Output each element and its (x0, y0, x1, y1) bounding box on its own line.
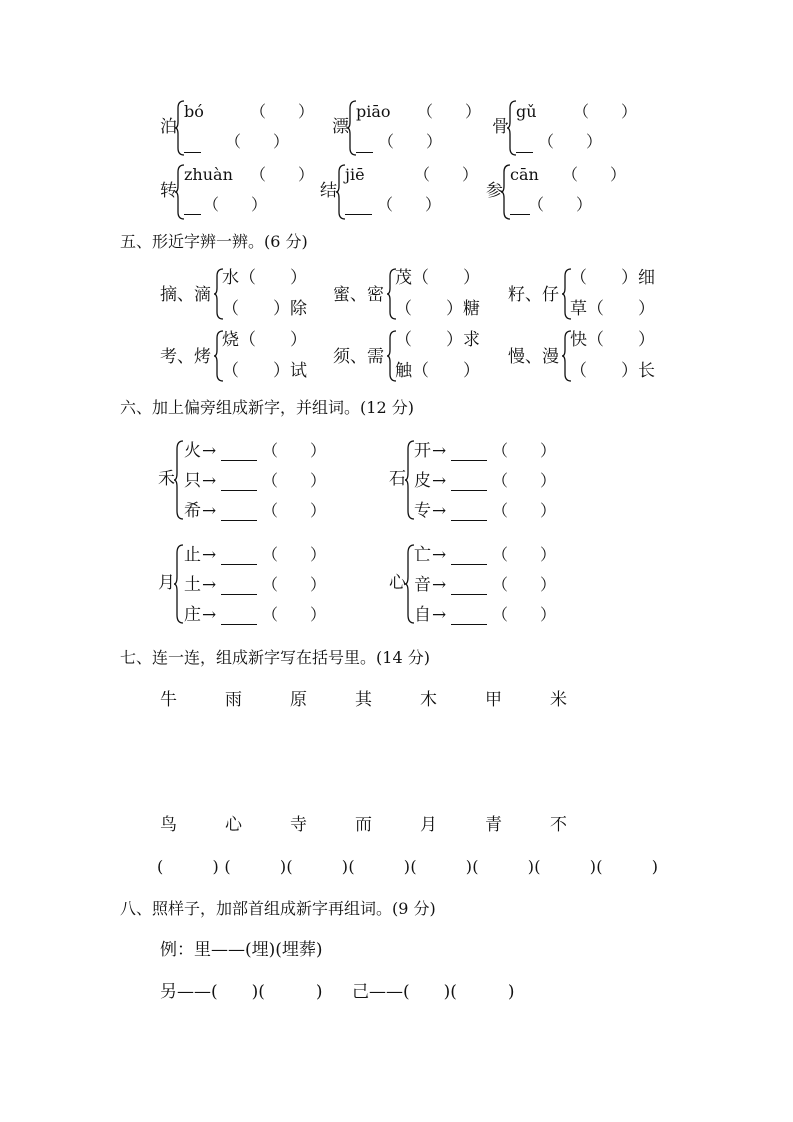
paren-blank[interactable]: （ ） (225, 132, 290, 151)
word-paren[interactable]: （ ） (262, 471, 327, 490)
new-char-blank[interactable] (451, 460, 487, 461)
pinyin-label: piāo (356, 102, 391, 121)
word-paren[interactable]: （ ） (492, 605, 557, 624)
answer-line[interactable] (356, 152, 373, 153)
group-char: 骨 (492, 117, 509, 137)
paren-blank[interactable]: （ ） (414, 165, 479, 184)
arrow-icon: → (202, 501, 217, 521)
word-paren[interactable]: （ ） (492, 575, 557, 594)
new-char-blank[interactable] (221, 594, 257, 595)
word-paren[interactable]: （ ） (492, 501, 557, 520)
pinyin-label: cān (510, 165, 539, 184)
bottom-char[interactable]: 心 (225, 815, 242, 835)
radical-char: 音 (414, 575, 431, 595)
word-paren[interactable]: （ ） (492, 441, 557, 460)
radical-char: 庄 (184, 605, 201, 625)
root-char: 心 (389, 573, 406, 593)
word-paren[interactable]: （ ） (492, 545, 557, 564)
exercise-item[interactable]: 另——( )( ) (160, 982, 323, 1002)
section-title: 八、照样子，加部首组成新字再组词。 (120, 899, 393, 918)
new-char-blank[interactable] (221, 564, 257, 565)
arrow-icon: → (432, 575, 447, 595)
group-char: 参 (486, 181, 503, 201)
new-char-blank[interactable] (451, 624, 487, 625)
word-blank-bottom[interactable]: （ ）试 (222, 361, 307, 381)
section-title: 七、连一连，组成新字写在括号里。 (120, 648, 377, 667)
word-blank-top[interactable]: （ ）细 (570, 268, 655, 288)
word-blank-bottom[interactable]: （ ）长 (570, 361, 655, 381)
word-blank-bottom[interactable]: 触（ ） (395, 361, 480, 381)
paren-blank[interactable]: （ ） (378, 132, 443, 151)
arrow-icon: → (202, 575, 217, 595)
word-blank-top[interactable]: 茂（ ） (395, 268, 480, 288)
bottom-char[interactable]: 而 (355, 815, 372, 835)
char-pair: 摘、滴 (160, 285, 211, 305)
paren-blank[interactable]: （ ） (538, 132, 603, 151)
top-char[interactable]: 其 (355, 690, 372, 710)
answer-line[interactable] (510, 214, 530, 215)
arrow-icon: → (202, 605, 217, 625)
root-char: 月 (158, 573, 175, 593)
bottom-char[interactable]: 不 (550, 815, 567, 835)
char-pair: 须、需 (333, 347, 384, 367)
radical-char: 土 (184, 575, 201, 595)
new-char-blank[interactable] (451, 490, 487, 491)
char-pair: 慢、漫 (508, 347, 559, 367)
word-blank-top[interactable]: 烧（ ） (222, 330, 307, 350)
paren-blank[interactable]: （ ） (528, 195, 593, 214)
arrow-icon: → (202, 471, 217, 491)
word-blank-top[interactable]: （ ）求 (395, 330, 480, 350)
section-title: 五、形近字辨一辨。 (120, 232, 265, 251)
word-paren[interactable]: （ ） (262, 545, 327, 564)
pinyin-label: bó (184, 102, 204, 121)
root-char: 石 (389, 469, 406, 489)
new-char-blank[interactable] (221, 490, 257, 491)
root-char: 禾 (158, 469, 175, 489)
pinyin-label: gǔ (516, 102, 537, 121)
char-pair: 考、烤 (160, 347, 211, 367)
answer-line[interactable] (184, 152, 201, 153)
arrow-icon: → (432, 545, 447, 565)
radical-char: 止 (184, 545, 201, 565)
section-points: (9 分) (392, 899, 436, 918)
top-char[interactable]: 米 (550, 690, 567, 710)
exercise-item[interactable]: 己——( )( ) (352, 982, 515, 1002)
arrow-icon: → (432, 471, 447, 491)
arrow-icon: → (432, 501, 447, 521)
paren-blank[interactable]: （ ） (573, 102, 638, 121)
group-char: 漂 (332, 117, 349, 137)
char-pair: 蜜、密 (333, 285, 384, 305)
top-char[interactable]: 雨 (225, 690, 242, 710)
word-paren[interactable]: （ ） (492, 471, 557, 490)
section-points: (6 分) (264, 232, 308, 251)
pinyin-label: zhuàn (184, 165, 233, 184)
section-6-heading (120, 398, 414, 418)
new-char-blank[interactable] (221, 460, 257, 461)
radical-char: 自 (414, 605, 431, 625)
radical-char: 专 (414, 501, 431, 521)
bottom-char[interactable]: 鸟 (160, 815, 177, 835)
radical-char: 火 (184, 441, 201, 461)
word-blank-top[interactable]: 水（ ） (222, 268, 307, 288)
group-char: 泊 (160, 117, 177, 137)
top-char[interactable]: 木 (420, 690, 437, 710)
section-points: (12 分) (360, 398, 414, 417)
word-paren[interactable]: （ ） (262, 441, 327, 460)
answer-line[interactable] (184, 214, 201, 215)
section-points: (14 分) (376, 648, 430, 667)
word-paren[interactable]: （ ） (262, 605, 327, 624)
paren-blank[interactable]: （ ） (250, 102, 315, 121)
top-char[interactable]: 甲 (485, 690, 502, 710)
section-7-heading (120, 648, 430, 668)
word-blank-bottom[interactable]: （ ）除 (222, 299, 307, 319)
arrow-icon: → (432, 441, 447, 461)
new-char-blank[interactable] (451, 594, 487, 595)
radical-char: 开 (414, 441, 431, 461)
word-blank-bottom[interactable]: （ ）糖 (395, 299, 480, 319)
top-char[interactable]: 原 (290, 690, 307, 710)
radical-char: 希 (184, 501, 201, 521)
bottom-char[interactable]: 寺 (290, 815, 307, 835)
paren-blank[interactable]: （ ） (203, 195, 268, 214)
paren-blank[interactable]: （ ） (250, 165, 315, 184)
answer-row[interactable]: ( ) ( )( )( )( )( )( )( ) (157, 857, 659, 876)
brace (174, 544, 184, 624)
section-8-heading (120, 899, 436, 919)
brace (174, 440, 184, 520)
example-line: 例：里——(埋)(埋葬) (160, 940, 323, 960)
word-paren[interactable]: （ ） (262, 575, 327, 594)
section-5-heading (120, 232, 308, 252)
pinyin-label: jiē (345, 165, 365, 184)
new-char-blank[interactable] (451, 520, 487, 521)
paren-blank[interactable]: （ ） (562, 165, 627, 184)
group-char: 转 (160, 181, 177, 201)
paren-blank[interactable]: （ ） (377, 195, 442, 214)
bottom-char[interactable]: 月 (420, 815, 437, 835)
word-blank-bottom[interactable]: 草（ ） (570, 299, 655, 319)
word-paren[interactable]: （ ） (262, 501, 327, 520)
radical-char: 亡 (414, 545, 431, 565)
radical-char: 只 (184, 471, 201, 491)
arrow-icon: → (202, 545, 217, 565)
answer-line[interactable] (516, 152, 533, 153)
top-char[interactable]: 牛 (160, 690, 177, 710)
arrow-icon: → (202, 441, 217, 461)
answer-line[interactable] (345, 214, 372, 215)
arrow-icon: → (432, 605, 447, 625)
new-char-blank[interactable] (451, 564, 487, 565)
section-title: 六、加上偏旁组成新字，并组词。 (120, 398, 361, 417)
new-char-blank[interactable] (221, 624, 257, 625)
word-blank-top[interactable]: 快（ ） (570, 330, 655, 350)
char-pair: 籽、仔 (508, 285, 559, 305)
paren-blank[interactable]: （ ） (417, 102, 482, 121)
group-char: 结 (320, 181, 337, 201)
new-char-blank[interactable] (221, 520, 257, 521)
radical-char: 皮 (414, 471, 431, 491)
bottom-char[interactable]: 青 (485, 815, 502, 835)
